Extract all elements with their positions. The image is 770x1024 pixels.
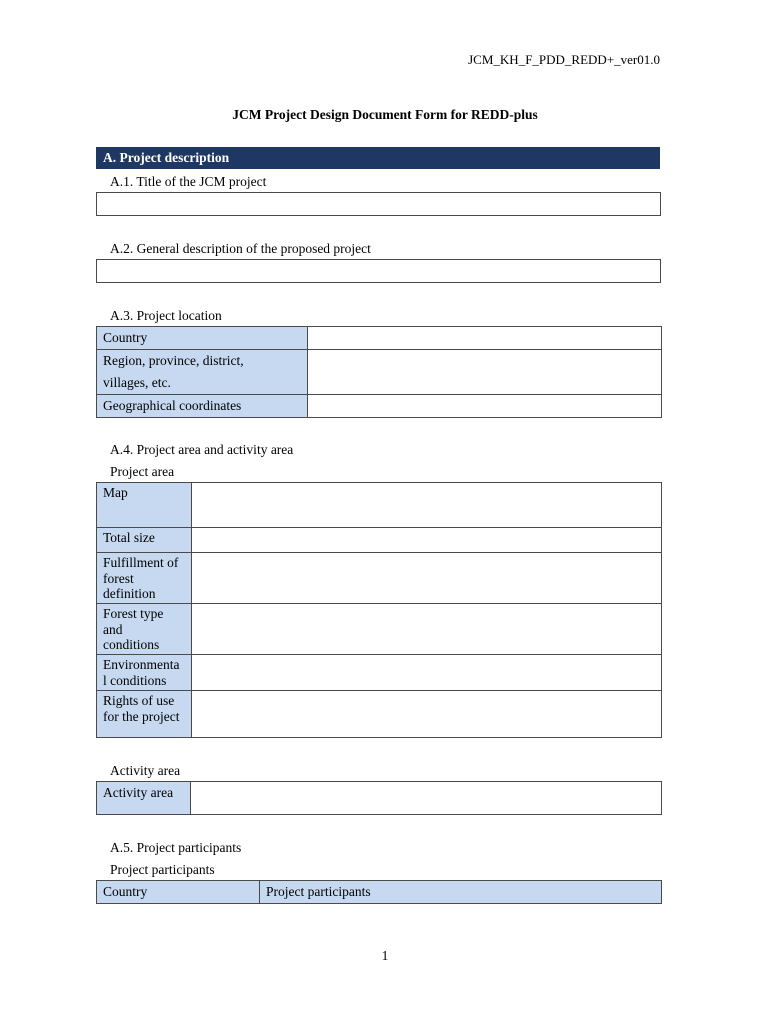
project-area-total-size-field[interactable] xyxy=(192,528,662,553)
location-label-country: Country xyxy=(97,327,308,350)
table-row xyxy=(97,327,662,350)
label-line: Forest type xyxy=(103,606,164,621)
table-row xyxy=(97,782,662,815)
document-id: JCM_KH_F_PDD_REDD+_ver01.0 xyxy=(468,52,660,67)
label-line: definition xyxy=(103,586,156,601)
label-line: Fulfillment of xyxy=(103,555,179,570)
table-header-row xyxy=(97,881,662,904)
location-coordinates-field[interactable] xyxy=(308,395,662,418)
a1-title-field[interactable] xyxy=(96,192,661,216)
table-row xyxy=(97,553,662,604)
label-line: and xyxy=(103,621,123,637)
participants-table xyxy=(96,880,662,904)
location-label-region-line: villages, etc. xyxy=(103,375,171,390)
label-line: for the project xyxy=(103,708,180,724)
table-row xyxy=(97,691,662,738)
a4-heading: A.4. Project area and activity area xyxy=(110,442,294,457)
label-line: conditions xyxy=(103,637,160,652)
project-area-label-forest-definition xyxy=(97,553,192,604)
a3-location-table xyxy=(96,326,662,418)
page-number: 1 xyxy=(381,948,389,963)
location-region-field[interactable] xyxy=(308,350,662,395)
project-area-label-forest-type xyxy=(97,604,192,655)
project-area-rights-of-use-field[interactable] xyxy=(192,691,662,738)
project-area-environmental-field[interactable] xyxy=(192,655,662,691)
project-area-label-total-size xyxy=(97,528,192,553)
location-label-region-line: Region, province, district, xyxy=(103,353,244,368)
project-area-label-rights-of-use xyxy=(97,691,192,738)
location-label-coordinates: Geographical coordinates xyxy=(97,395,308,418)
label-line: Rights of use xyxy=(103,693,175,708)
activity-area-field[interactable] xyxy=(191,782,662,815)
project-participants-heading: Project participants xyxy=(110,862,215,877)
project-area-heading: Project area xyxy=(110,464,175,479)
a2-heading: A.2. General description of the proposed project xyxy=(110,241,371,256)
a2-description-field[interactable] xyxy=(96,259,661,283)
activity-area-heading: Activity area xyxy=(110,763,181,778)
table-row xyxy=(97,655,662,691)
section-a-header: A. Project description xyxy=(96,147,660,169)
a5-heading: A.5. Project participants xyxy=(110,840,242,855)
table-row xyxy=(97,604,662,655)
page-title: JCM Project Design Document Form for REDD-plus xyxy=(232,107,538,122)
project-area-forest-definition-field[interactable] xyxy=(192,553,662,604)
project-area-label-map xyxy=(97,483,192,528)
table-row xyxy=(97,528,662,553)
a1-heading: A.1. Title of the JCM project xyxy=(110,174,267,189)
label-line: forest xyxy=(103,570,134,586)
location-country-field[interactable] xyxy=(308,327,662,350)
label-line: Environmenta xyxy=(103,657,180,672)
label-line: Map xyxy=(103,485,128,500)
project-area-map-field[interactable] xyxy=(192,483,662,528)
label-line: l conditions xyxy=(103,672,167,688)
project-area-label-environmental xyxy=(97,655,192,691)
table-row xyxy=(97,350,662,395)
project-area-table xyxy=(96,482,662,738)
activity-area-label: Activity area xyxy=(97,782,191,815)
activity-area-table xyxy=(96,781,662,815)
column-header-project-participants: Project participants xyxy=(260,881,662,904)
label-line: Total size xyxy=(103,530,155,545)
table-row xyxy=(97,483,662,528)
column-header-country: Country xyxy=(97,881,260,904)
a3-heading: A.3. Project location xyxy=(110,308,222,323)
location-label-region xyxy=(97,350,308,395)
project-area-forest-type-field[interactable] xyxy=(192,604,662,655)
table-row xyxy=(97,395,662,418)
